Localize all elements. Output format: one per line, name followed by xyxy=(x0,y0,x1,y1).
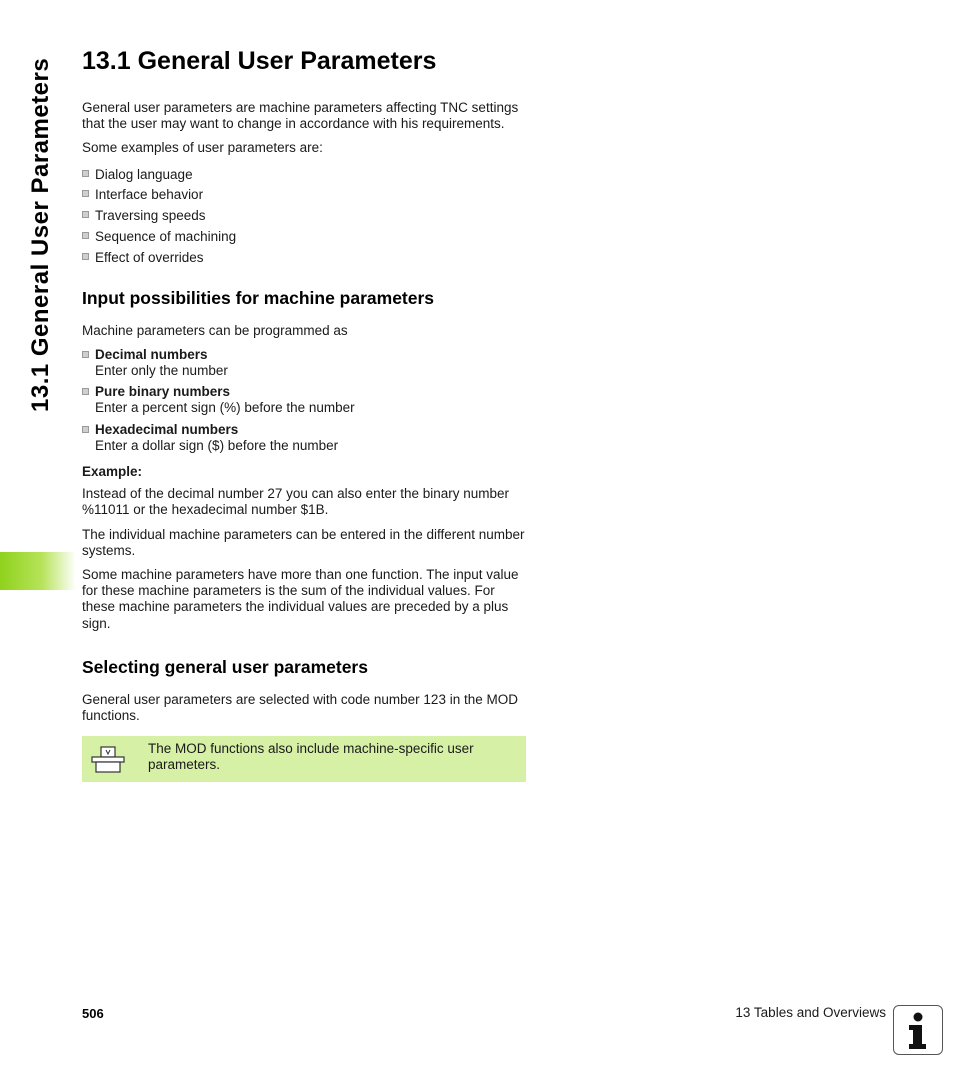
side-tab-marker xyxy=(0,552,76,590)
selecting-text: General user parameters are selected with code number 123 in the MOD functions. xyxy=(82,691,518,724)
number-systems-paragraph: The individual machine parameters can be entered in the different number systems. xyxy=(82,526,525,558)
bullet-square-icon xyxy=(82,232,89,239)
list-item xyxy=(82,422,526,454)
bullet-square-icon xyxy=(82,211,89,218)
bullet-square-icon xyxy=(82,351,89,358)
item-title: Decimal numbers xyxy=(95,346,208,362)
selecting-heading: Selecting general user parameters xyxy=(82,656,368,677)
item-title: Pure binary numbers xyxy=(95,384,231,400)
side-chapter-title: 13.1 General User Parameters xyxy=(27,57,54,412)
page-title: 13.1 General User Parameters xyxy=(82,47,437,75)
input-heading: Input possibilities for machine parameters xyxy=(82,287,435,308)
info-glyph-icon xyxy=(894,1006,941,1053)
list-item: Traversing speeds xyxy=(82,206,526,227)
examples-lead: Some examples of user parameters are: xyxy=(82,140,323,156)
note-text: The MOD functions also include machine-specific user parameters. xyxy=(148,741,474,773)
examples-list xyxy=(82,165,526,269)
bullet-square-icon xyxy=(82,190,89,197)
item-desc: Enter a percent sign (%) before the number xyxy=(95,400,355,416)
example-text: Instead of the decimal number 27 you can also enter the binary number %11011 or the hexadecimal number $1B. xyxy=(82,486,510,518)
list-item: Dialog language xyxy=(82,165,526,186)
list-item xyxy=(82,347,526,379)
list-item: Effect of overrides xyxy=(82,248,526,269)
item-desc: Enter a dollar sign ($) before the number xyxy=(95,437,339,453)
bullet-square-icon xyxy=(82,170,89,177)
intro-paragraph: General user parameters are machine parameters affecting TNC settings that the user may want to change in accordance with his requirements. xyxy=(82,100,519,132)
machine-note-icon xyxy=(91,745,127,775)
bullet-square-icon xyxy=(82,253,89,260)
input-types-list xyxy=(82,347,526,454)
input-lead: Machine parameters can be programmed as xyxy=(82,322,348,338)
list-item xyxy=(82,384,526,416)
bullet-square-icon xyxy=(82,388,89,395)
multi-function-paragraph: Some machine parameters have more than one function. The input value for these machine parameters is the sum of the individual values. For these machine parameters the individual values are preceded by a plus sign. xyxy=(82,567,519,631)
list-item: Sequence of machining xyxy=(82,227,526,248)
item-desc: Enter only the number xyxy=(95,363,228,378)
chapter-label: 13 Tables and Overviews xyxy=(735,1005,886,1020)
page-content xyxy=(82,44,526,782)
bullet-square-icon xyxy=(82,426,89,433)
list-item: Interface behavior xyxy=(82,185,526,206)
example-label: Example: xyxy=(82,464,143,480)
info-icon xyxy=(893,1005,943,1055)
note-box xyxy=(82,736,526,782)
page-number: 506 xyxy=(82,1006,104,1021)
item-title: Hexadecimal numbers xyxy=(95,421,239,437)
